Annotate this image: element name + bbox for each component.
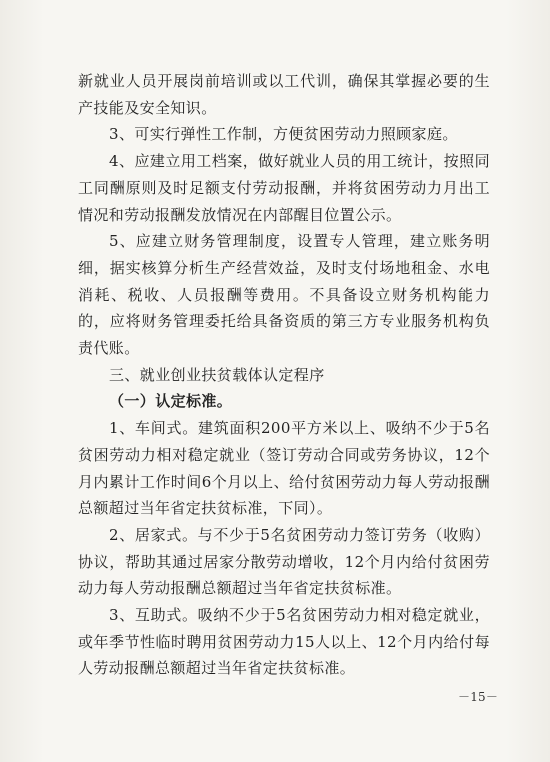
page-number: －15－ bbox=[458, 690, 499, 704]
paragraph-item-3: 3、可实行弹性工作制，方便贫困劳动力照顾家庭。 bbox=[109, 125, 458, 144]
subsection-heading: （一）认定标准。 bbox=[109, 392, 233, 411]
section-heading: 三、就业创业扶贫载体认定程序 bbox=[109, 365, 325, 384]
document-body bbox=[78, 68, 490, 682]
paragraph-workshop: 1、车间式。建筑面积200平方米以上、吸纳不少于5名贫困劳动力相对稳定就业（签订劳动合同或劳务协议，12个月内累计工作时间6个月以上、给付贫困劳动力每人劳动报酬总额超过当年省定扶贫标准，下同）。 bbox=[78, 419, 490, 518]
paragraph-continuation: 新就业人员开展岗前培训或以工代训，确保其掌握必要的生产技能及安全知识。 bbox=[78, 72, 490, 117]
paragraph-home-based: 2、居家式。与不少于5名贫困劳动力签订劳务（收购）协议，帮助其通过居家分散劳动增收，12个月内给付贫困劳动力每人劳动报酬总额超过当年省定扶贫标准。 bbox=[78, 525, 490, 598]
paragraph-mutual-aid: 3、互助式。吸纳不少于5名贫困劳动力相对稳定就业，或年季节性临时聘用贫困劳动力15人以上、12个月内给付每人劳动报酬总额超过当年省定扶贫标准。 bbox=[78, 606, 490, 678]
paragraph-item-4: 4、应建立用工档案，做好就业人员的用工统计，按照同工同酬原则及时足额支付劳动报酬，并将贫困劳动力月出工情况和劳动报酬发放情况在内部醒目位置公示。 bbox=[78, 152, 490, 224]
paragraph-item-5: 5、应建立财务管理制度，设置专人管理，建立账务明细，据实核算分析生产经营效益，及时支付场地租金、水电消耗、税收、人员报酬等费用。不具备设立财务机构能力的，应将财务管理委托给具备资质的第三方专业服务机构负责代账。 bbox=[78, 232, 490, 358]
